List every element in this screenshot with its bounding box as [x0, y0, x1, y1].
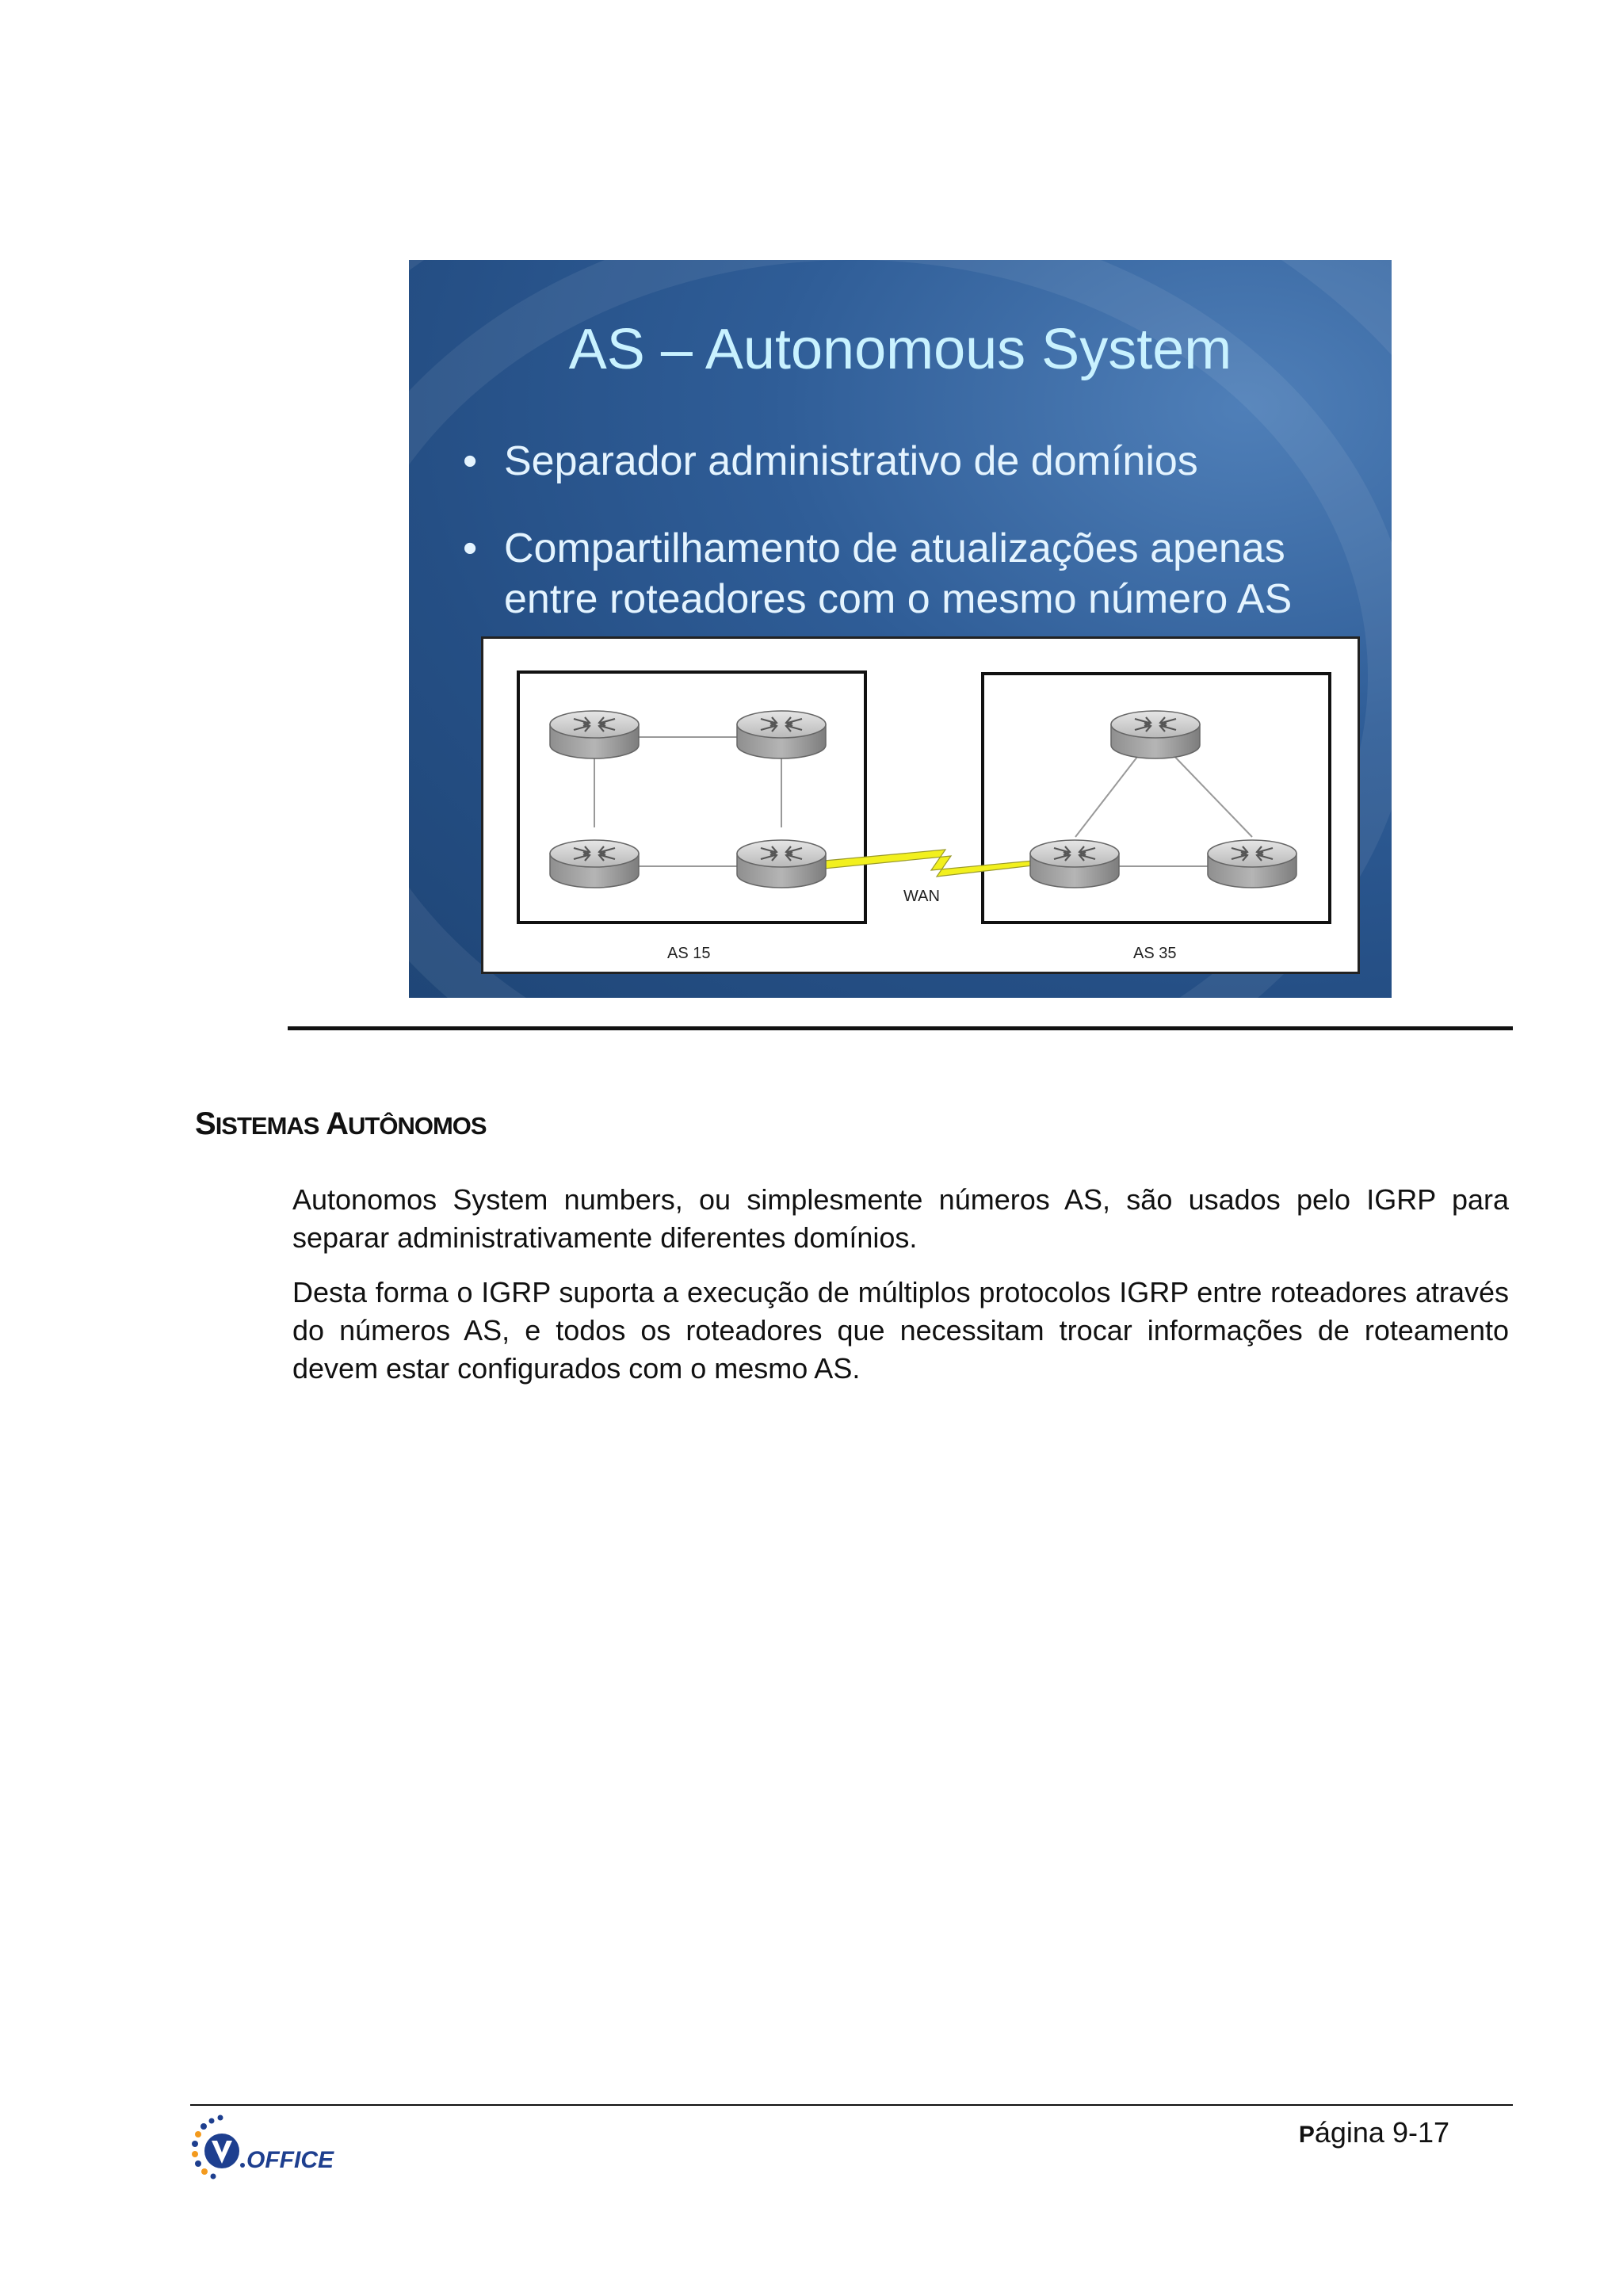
slide-image: [409, 260, 1392, 998]
section-title-smallcaps: UTÔNOMOS: [348, 1112, 487, 1140]
network-diagram-drawing: [483, 639, 1358, 972]
router-icon: [1208, 840, 1296, 888]
page-number-text: ágina 9-17: [1314, 2116, 1449, 2149]
wan-link-icon: [824, 850, 1033, 877]
router-icon: [737, 711, 826, 758]
wan-label: WAN: [903, 888, 940, 905]
slide-title: AS – Autonomous System: [568, 318, 1232, 381]
page-number: [1299, 2116, 1449, 2149]
slide-bullet: • Separador administrativo de domínios: [463, 436, 1374, 487]
section-title-initial: A: [326, 1106, 349, 1141]
router-icon: [737, 840, 826, 888]
logo-text: OFFICE: [246, 2147, 334, 2173]
slide-divider: [288, 1026, 1513, 1030]
section-title: [195, 1106, 487, 1142]
network-diagram: [481, 636, 1360, 974]
router-icon: [1111, 711, 1200, 758]
page-number-prefix: P: [1298, 2122, 1315, 2148]
logo-dot-icon: [240, 2163, 245, 2168]
router-icon: [550, 711, 639, 758]
section-title-smallcaps: ISTEMAS: [215, 1112, 319, 1140]
voffice-logo: [190, 2115, 357, 2186]
as-35-label: AS 35: [1133, 945, 1177, 962]
slide-bullet-list: [463, 436, 1374, 661]
footer-divider: [190, 2104, 1513, 2106]
router-icon: [550, 840, 639, 888]
body-paragraph: Autonomos System numbers, ou simplesmente números AS, são usados pelo IGRP para separar administrativamente diferentes domínios.: [292, 1183, 1509, 1254]
section-title-initial: S: [195, 1106, 216, 1141]
slide-bullet: • Compartilhamento de atualizações apenas entre roteadores com o mesmo número AS: [463, 523, 1374, 625]
as-15-label: AS 15: [667, 945, 711, 962]
body-paragraph: Desta forma o IGRP suporta a execução de múltiplos protocolos IGRP entre roteadores através do números AS, e todos os roteadores que necessitam trocar informações de roteamento devem estar configurados com o mesmo AS.: [292, 1276, 1509, 1385]
router-icon: [1030, 840, 1119, 888]
